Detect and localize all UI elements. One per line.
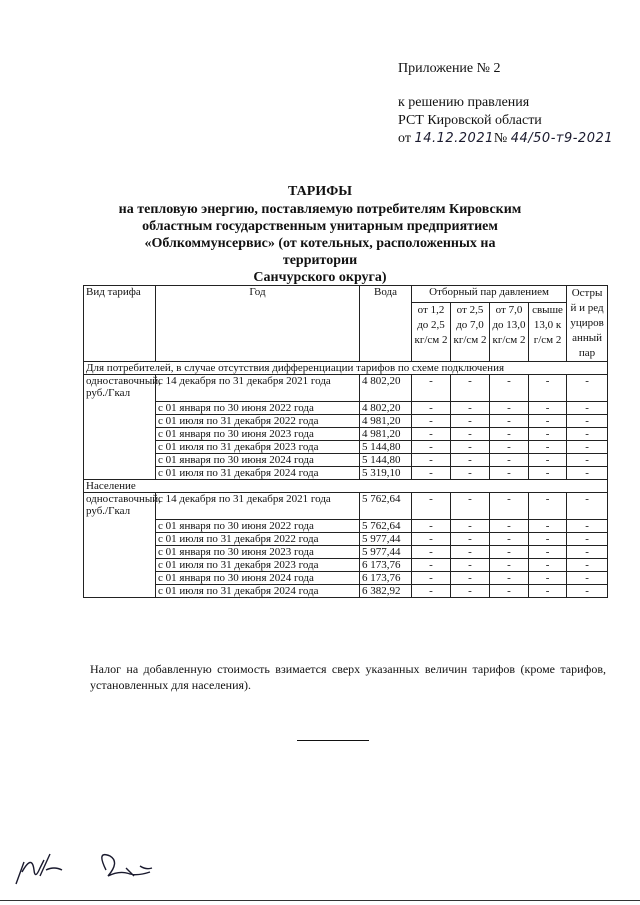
section-row [84, 362, 608, 375]
water-tariff-cell: 5 762,64 [360, 520, 412, 533]
table-row [84, 454, 608, 467]
title-sub3: «Облкоммунсервис» (от котельных, расположенных на территории [144, 236, 496, 268]
period-cell: с 01 июля по 31 декабря 2022 года [156, 415, 360, 428]
tariff-kind: одноставочный, руб./Гкал [84, 493, 156, 598]
empty-tariff-cell: - [567, 572, 608, 585]
water-tariff-cell: 5 319,10 [360, 467, 412, 480]
empty-tariff-cell: - [451, 428, 490, 441]
empty-tariff-cell: - [490, 402, 529, 415]
empty-tariff-cell: - [451, 520, 490, 533]
annex-date-line [398, 130, 613, 148]
annex-decision: 44/50-т9-2021 [510, 131, 614, 146]
empty-tariff-cell: - [529, 585, 567, 598]
empty-tariff-cell: - [412, 428, 451, 441]
period-cell: с 01 июля по 31 декабря 2023 года [156, 559, 360, 572]
table-row [84, 533, 608, 546]
annex-no: № [493, 131, 508, 146]
empty-tariff-cell: - [567, 415, 608, 428]
empty-tariff-cell: - [567, 375, 608, 402]
header-p3: от 7,0 до 13,0 кг/см 2 [490, 302, 529, 361]
water-tariff-cell: 6 173,76 [360, 559, 412, 572]
empty-tariff-cell: - [412, 375, 451, 402]
empty-tariff-cell: - [451, 402, 490, 415]
annex-line1: к решению правления [398, 95, 530, 110]
empty-tariff-cell: - [567, 546, 608, 559]
title-sub4: Санчурского округа) [253, 270, 387, 285]
table-row [84, 467, 608, 480]
empty-tariff-cell: - [490, 585, 529, 598]
separator-line [297, 740, 369, 741]
water-tariff-cell: 6 382,92 [360, 585, 412, 598]
annex-from: от [398, 131, 411, 146]
header-sharp-steam: Острый и редуцированный пар [567, 286, 608, 362]
empty-tariff-cell: - [567, 402, 608, 415]
empty-tariff-cell: - [412, 415, 451, 428]
empty-tariff-cell: - [412, 533, 451, 546]
empty-tariff-cell: - [412, 454, 451, 467]
water-tariff-cell: 6 173,76 [360, 572, 412, 585]
water-tariff-cell: 4 981,20 [360, 428, 412, 441]
table-row [84, 559, 608, 572]
empty-tariff-cell: - [529, 375, 567, 402]
empty-tariff-cell: - [567, 441, 608, 454]
empty-tariff-cell: - [412, 441, 451, 454]
table-row [84, 375, 608, 402]
period-cell: с 01 января по 30 июня 2023 года [156, 428, 360, 441]
section-title: Население [84, 480, 608, 493]
section-row [84, 480, 608, 493]
period-cell: с 14 декабря по 31 декабря 2021 года [156, 375, 360, 402]
empty-tariff-cell: - [490, 428, 529, 441]
table-row [84, 585, 608, 598]
empty-tariff-cell: - [451, 559, 490, 572]
table-row [84, 428, 608, 441]
signature-initials [10, 840, 170, 895]
empty-tariff-cell: - [412, 520, 451, 533]
empty-tariff-cell: - [567, 533, 608, 546]
vat-note: Налог на добавленную стоимость взимается сверх указанных величин тарифов (кроме тарифов, установленных для населения). [90, 662, 606, 692]
empty-tariff-cell: - [412, 402, 451, 415]
empty-tariff-cell: - [529, 415, 567, 428]
empty-tariff-cell: - [451, 493, 490, 520]
bottom-edge-line [0, 900, 640, 901]
empty-tariff-cell: - [412, 572, 451, 585]
table-row [84, 572, 608, 585]
header-year: Год [156, 286, 360, 362]
table-row [84, 415, 608, 428]
empty-tariff-cell: - [529, 441, 567, 454]
header-p1: от 1,2 до 2,5 кг/см 2 [412, 302, 451, 361]
water-tariff-cell: 4 981,20 [360, 415, 412, 428]
empty-tariff-cell: - [567, 559, 608, 572]
empty-tariff-cell: - [529, 559, 567, 572]
title-sub1: на тепловую энергию, поставляемую потребителям Кировским [118, 202, 522, 217]
empty-tariff-cell: - [451, 441, 490, 454]
period-cell: с 01 июля по 31 декабря 2024 года [156, 467, 360, 480]
water-tariff-cell: 4 802,20 [360, 402, 412, 415]
empty-tariff-cell: - [567, 520, 608, 533]
period-cell: с 01 января по 30 июня 2024 года [156, 454, 360, 467]
header-kind: Вид тарифа [84, 286, 156, 362]
empty-tariff-cell: - [529, 520, 567, 533]
table-row [84, 546, 608, 559]
empty-tariff-cell: - [490, 533, 529, 546]
annex-block [398, 60, 613, 148]
empty-tariff-cell: - [490, 375, 529, 402]
empty-tariff-cell: - [490, 520, 529, 533]
empty-tariff-cell: - [451, 375, 490, 402]
water-tariff-cell: 5 144,80 [360, 454, 412, 467]
empty-tariff-cell: - [490, 493, 529, 520]
empty-tariff-cell: - [490, 559, 529, 572]
table-row [84, 520, 608, 533]
period-cell: с 01 июля по 31 декабря 2024 года [156, 585, 360, 598]
empty-tariff-cell: - [490, 546, 529, 559]
period-cell: с 01 января по 30 июня 2022 года [156, 520, 360, 533]
empty-tariff-cell: - [529, 572, 567, 585]
tariff-table-body [84, 362, 608, 598]
empty-tariff-cell: - [529, 402, 567, 415]
empty-tariff-cell: - [451, 572, 490, 585]
empty-tariff-cell: - [451, 467, 490, 480]
empty-tariff-cell: - [567, 428, 608, 441]
header-p4: свыше 13,0 кг/см 2 [529, 302, 567, 361]
empty-tariff-cell: - [451, 585, 490, 598]
empty-tariff-cell: - [412, 546, 451, 559]
water-tariff-cell: 5 977,44 [360, 533, 412, 546]
annex-number: Приложение № 2 [398, 61, 501, 76]
empty-tariff-cell: - [412, 585, 451, 598]
period-cell: с 01 января по 30 июня 2024 года [156, 572, 360, 585]
header-p2: от 2,5 до 7,0 кг/см 2 [451, 302, 490, 361]
empty-tariff-cell: - [567, 467, 608, 480]
empty-tariff-cell: - [529, 533, 567, 546]
empty-tariff-cell: - [567, 493, 608, 520]
empty-tariff-cell: - [529, 493, 567, 520]
empty-tariff-cell: - [567, 585, 608, 598]
period-cell: с 01 января по 30 июня 2023 года [156, 546, 360, 559]
title-sub2: областным государственным унитарным предприятием [142, 219, 498, 234]
empty-tariff-cell: - [490, 454, 529, 467]
water-tariff-cell: 5 762,64 [360, 493, 412, 520]
annex-date: 14.12.2021 [414, 131, 494, 146]
document-title [110, 183, 530, 286]
empty-tariff-cell: - [451, 415, 490, 428]
period-cell: с 01 января по 30 июня 2022 года [156, 402, 360, 415]
empty-tariff-cell: - [451, 533, 490, 546]
water-tariff-cell: 5 144,80 [360, 441, 412, 454]
period-cell: с 01 июля по 31 декабря 2022 года [156, 533, 360, 546]
water-tariff-cell: 5 977,44 [360, 546, 412, 559]
section-title: Для потребителей, в случае отсутствия дифференциации тарифов по схеме подключения [84, 362, 608, 375]
empty-tariff-cell: - [412, 559, 451, 572]
title-main: ТАРИФЫ [288, 184, 352, 199]
empty-tariff-cell: - [490, 441, 529, 454]
table-row [84, 493, 608, 520]
tariff-kind: одноставочный, руб./Гкал [84, 375, 156, 480]
header-steam: Отборный пар давлением [412, 286, 567, 303]
empty-tariff-cell: - [451, 546, 490, 559]
table-row [84, 402, 608, 415]
period-cell: с 14 декабря по 31 декабря 2021 года [156, 493, 360, 520]
empty-tariff-cell: - [529, 454, 567, 467]
period-cell: с 01 июля по 31 декабря 2023 года [156, 441, 360, 454]
empty-tariff-cell: - [412, 467, 451, 480]
water-tariff-cell: 4 802,20 [360, 375, 412, 402]
empty-tariff-cell: - [490, 572, 529, 585]
empty-tariff-cell: - [567, 454, 608, 467]
empty-tariff-cell: - [529, 428, 567, 441]
table-row [84, 441, 608, 454]
empty-tariff-cell: - [412, 493, 451, 520]
empty-tariff-cell: - [490, 415, 529, 428]
tariff-table [83, 285, 608, 598]
header-water: Вода [360, 286, 412, 362]
signature-icon [10, 840, 170, 890]
empty-tariff-cell: - [529, 467, 567, 480]
annex-line2: РСТ Кировской области [398, 113, 542, 128]
empty-tariff-cell: - [451, 454, 490, 467]
empty-tariff-cell: - [490, 467, 529, 480]
empty-tariff-cell: - [529, 546, 567, 559]
